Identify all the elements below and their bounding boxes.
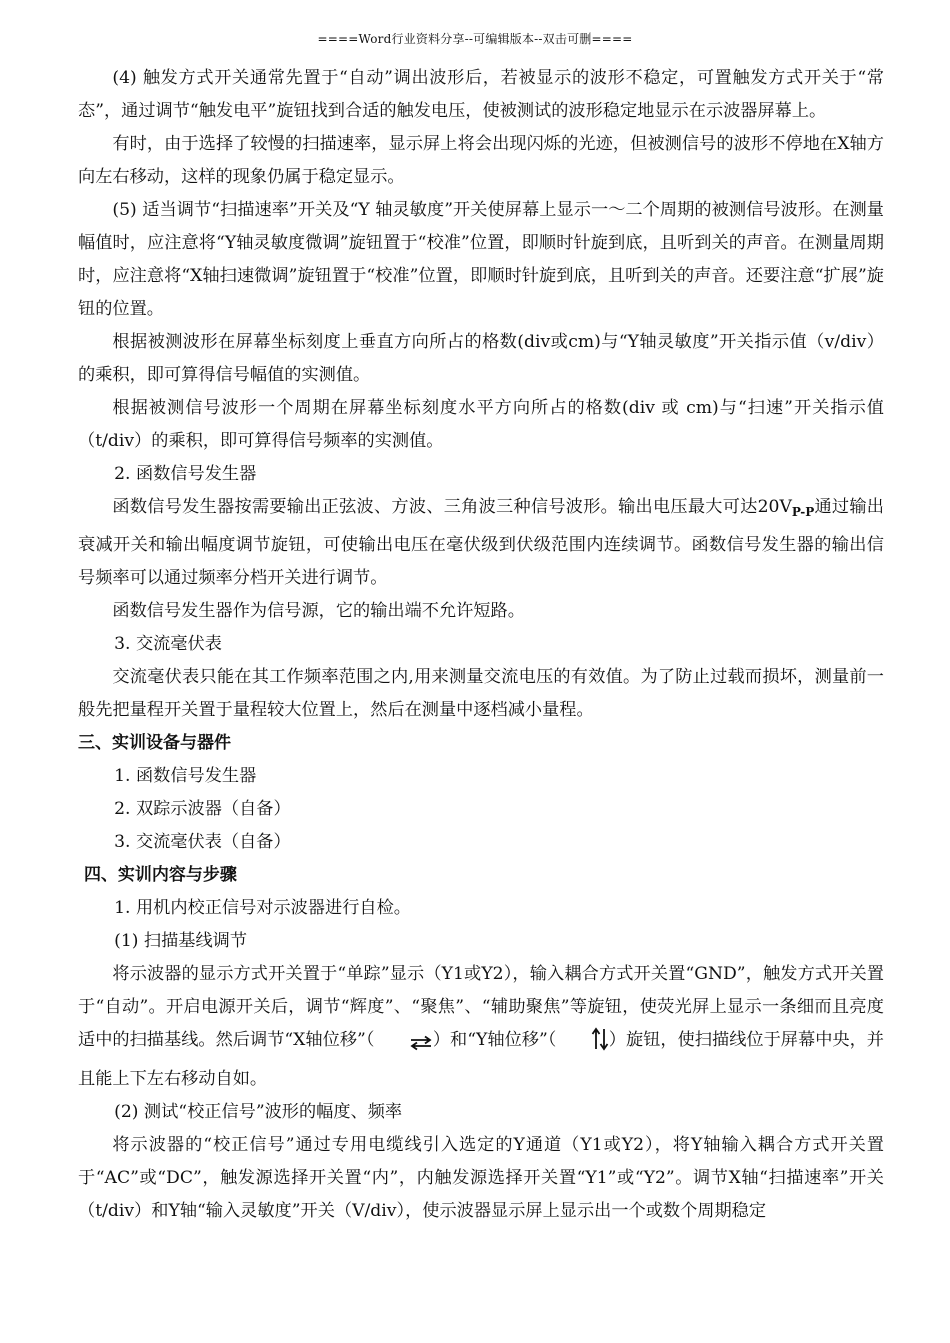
- section-heading-equipment: 三、实训设备与器件: [78, 733, 231, 753]
- paragraph-stable-display: 有时，由于选择了较慢的扫描速率，显示屏上将会出现闪烁的光迹，但被测信号的波形不停地在X轴方向左右移动，这样的现象仍属于稳定显示。: [78, 134, 884, 187]
- vpp-subscript: P-P: [791, 505, 815, 519]
- paragraph-function-generator: [78, 491, 884, 595]
- section-heading-steps: 四、实训内容与步骤: [83, 865, 237, 885]
- paragraph-scan-rate: (5) 适当调节“扫描速率”开关及“Y 轴灵敏度”开关使屏幕上显示一～二个周期的被测信号波形。在测量幅值时，应注意将“Y轴灵敏度微调”旋钮置于“校准”位置，即顺时针旋到底，且听到关的声音。在测量周期时，应注意将“X轴扫速微调”旋钮置于“校准”位置，即顺时针旋到底，且听到关的声音。还要注意“扩展”旋钮的位置。: [78, 200, 884, 319]
- paragraph-baseline-rest: ）旋钮，使扫描线位于屏幕中央，并且能上下左右移动自如。: [78, 1030, 884, 1089]
- paragraph-baseline: [78, 958, 884, 1096]
- paragraph-function-generator-rest: 通过输出衰减开关和输出幅度调节旋钮，可使输出电压在毫伏级到伏级范围内连续调节。函数信号发生器的输出信号频率可以通过频率分档开关进行调节。: [78, 497, 884, 588]
- list-item-equipment-3: 3. 交流毫伏表（自备）: [114, 832, 291, 852]
- list-item-step-1-1: (1) 扫描基线调节: [114, 931, 248, 951]
- paragraph-baseline-start: 将示波器的显示方式开关置于“单踪”显示（Y1或Y2），输入耦合方式开关置“GND”，触发方式开关置于“自动”。开启电源开关后，调节“辉度”、“聚焦”、“辅助聚焦”等旋钮，使荧光屏上显示一条细而且亮度适中的扫描基线。然后调节“X轴位移”（: [78, 964, 884, 1050]
- paragraph-frequency-measure: 根据被测信号波形一个周期在屏幕坐标刻度水平方向所占的格数(div 或 cm)与“扫速”开关指示值（t/div）的乘积，即可算得信号频率的实测值。: [78, 398, 884, 451]
- list-item-millivoltmeter: 3. 交流毫伏表: [114, 634, 222, 654]
- vertical-arrows-icon: [556, 1027, 608, 1063]
- paragraph-function-generator-start: 函数信号发生器按需要输出正弦波、方波、三角波三种信号波形。输出电压最大可达20V: [112, 497, 792, 517]
- paragraph-trigger-mode: (4) 触发方式开关通常先置于“自动”调出波形后，若被显示的波形不稳定，可置触发方式开关于“常态”，通过调节“触发电平”旋钮找到合适的触发电压，使被测试的波形稳定地显示在示波器屏幕上。: [78, 68, 884, 121]
- paragraph-calibration-signal: 将示波器的“校正信号”通过专用电缆线引入选定的Y通道（Y1或Y2），将Y轴输入耦合方式开关置于“AC”或“DC”，触发源选择开关置“内”，内触发源选择开关置“Y1”或“Y2”。调节X轴“扫描速率”开关（t/div）和Y轴“输入灵敏度”开关（V/div），使示波器显示屏上显示出一个或数个周期稳定: [78, 1135, 884, 1221]
- list-item-step-1-2: (2) 测试“校正信号”波形的幅度、频率: [114, 1102, 403, 1122]
- document-body: [78, 62, 884, 1228]
- list-item-function-generator: 2. 函数信号发生器: [114, 464, 257, 484]
- paragraph-baseline-mid: ）和“Y轴位移”（: [432, 1030, 557, 1050]
- list-item-equipment-2: 2. 双踪示波器（自备）: [114, 799, 291, 819]
- page-header: ====Word行业资料分享--可编辑版本--双击可删====: [317, 32, 633, 46]
- list-item-step-1: 1. 用机内校正信号对示波器进行自检。: [114, 898, 411, 918]
- horizontal-arrows-icon: [374, 1030, 432, 1063]
- list-item-equipment-1: 1. 函数信号发生器: [114, 766, 257, 786]
- paragraph-signal-source: 函数信号发生器作为信号源，它的输出端不允许短路。: [112, 601, 525, 621]
- paragraph-millivoltmeter: 交流毫伏表只能在其工作频率范围之内,用来测量交流电压的有效值。为了防止过载而损坏，测量前一般先把量程开关置于量程较大位置上，然后在测量中逐档减小量程。: [78, 667, 884, 720]
- paragraph-amplitude-measure: 根据被测波形在屏幕坐标刻度上垂直方向所占的格数(div或cm)与“Y轴灵敏度”开关指示值（v/div）的乘积，即可算得信号幅值的实测值。: [78, 332, 884, 385]
